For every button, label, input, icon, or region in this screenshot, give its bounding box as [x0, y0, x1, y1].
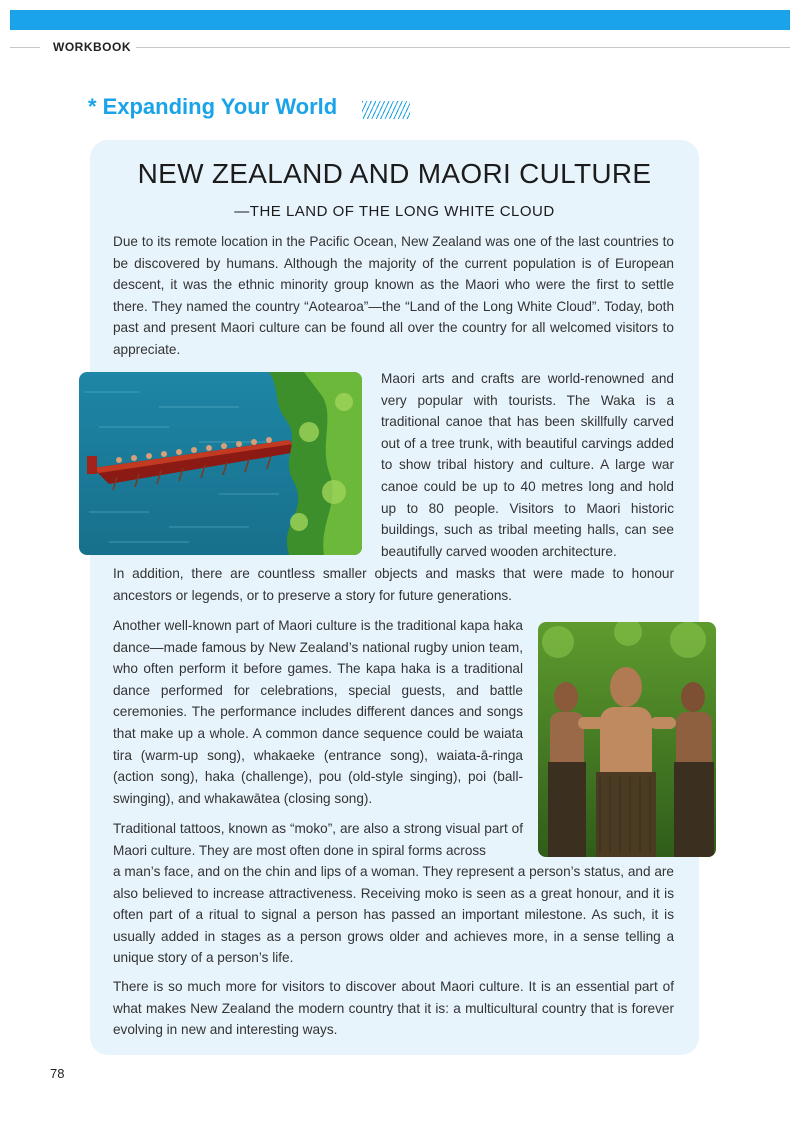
- page-number: 78: [50, 1066, 65, 1081]
- waka-canoe-photo: [79, 372, 362, 555]
- paragraph-arts-crafts: Maori arts and crafts are world-renowned and very popular with tourists. The Waka is a traditional canoe that has been skillfully carved out of a tree trunk, with beautiful carvings added to show tribal history and culture. A large war canoe could be up to 40 metres long and hold up to 80 people. Visitors to Maori historic buildings, such as tribal meeting halls, can see beautifully carved wooden architecture.: [381, 371, 674, 559]
- section-title-text: Expanding Your World: [102, 94, 338, 119]
- paragraph-arts-crafts-continued: In addition, there are countless smaller objects and masks that were made to honour ancestors or legends, or to preserve a story for future generations.: [113, 566, 674, 603]
- haka-performers-photo: [538, 622, 716, 857]
- paragraph-intro: Due to its remote location in the Pacific Ocean, New Zealand was one of the last countries to be discovered by humans. Although the majority of the current population is of European descent, it was the ethnic minority group known as the Maori who were the first to settle there. They named the country “Aotearoa”—the “Land of the Long White Cloud”. Today, both past and present Maori culture can be found all over the country for all welcomed visitors to appreciate.: [113, 234, 674, 357]
- paragraph-moko-continued: a man’s face, and on the chin and lips of a woman. They represent a person’s status, and are also believed to increase attractiveness. Receiving moko is seen as a great honour, and it is often part of a ritual to signal a person has passed an important milestone. As such, it is usually added in stages as a person grows older and achieves more, in a sense telling a unique story of a person’s life.: [113, 864, 674, 966]
- decorative-stripes: [362, 101, 410, 119]
- header-label: WORKBOOK: [53, 40, 131, 54]
- paragraph-kapa-haka: Another well-known part of Maori culture is the traditional kapa haka dance—made famous by New Zealand’s national rugby union team, who often perform it before games. The kapa haka is a traditional dance performed for celebrations, special guests, and battle ceremonies. The performance includes different dances and songs that make up a whole. A common dance sequence could be waiata tira (warm-up song), whakaeke (entrance song), waiata-ā-ringa (action song), haka (challenge), pou (old-style singing), poi (ball-swinging), and whakawātea (closing song).: [113, 618, 523, 806]
- paragraph-moko: Traditional tattoos, known as “moko”, are also a strong visual part of Maori culture. They are most often done in spiral forms across: [113, 821, 523, 858]
- article-subtitle: —THE LAND OF THE LONG WHITE CLOUD: [234, 203, 555, 220]
- top-color-bar: [10, 10, 790, 30]
- article-title: NEW ZEALAND AND MAORI CULTURE: [137, 158, 652, 189]
- header-rule-left: [10, 47, 40, 48]
- star-icon: *: [88, 94, 97, 119]
- running-header: [10, 40, 790, 56]
- header-rule-right: [136, 47, 790, 48]
- paragraph-conclusion: There is so much more for visitors to discover about Maori culture. It is an essential part of what makes New Zealand the modern country that it is: a multicultural country that is forever evolving in new and interesting ways.: [113, 979, 674, 1038]
- section-title: [88, 94, 337, 120]
